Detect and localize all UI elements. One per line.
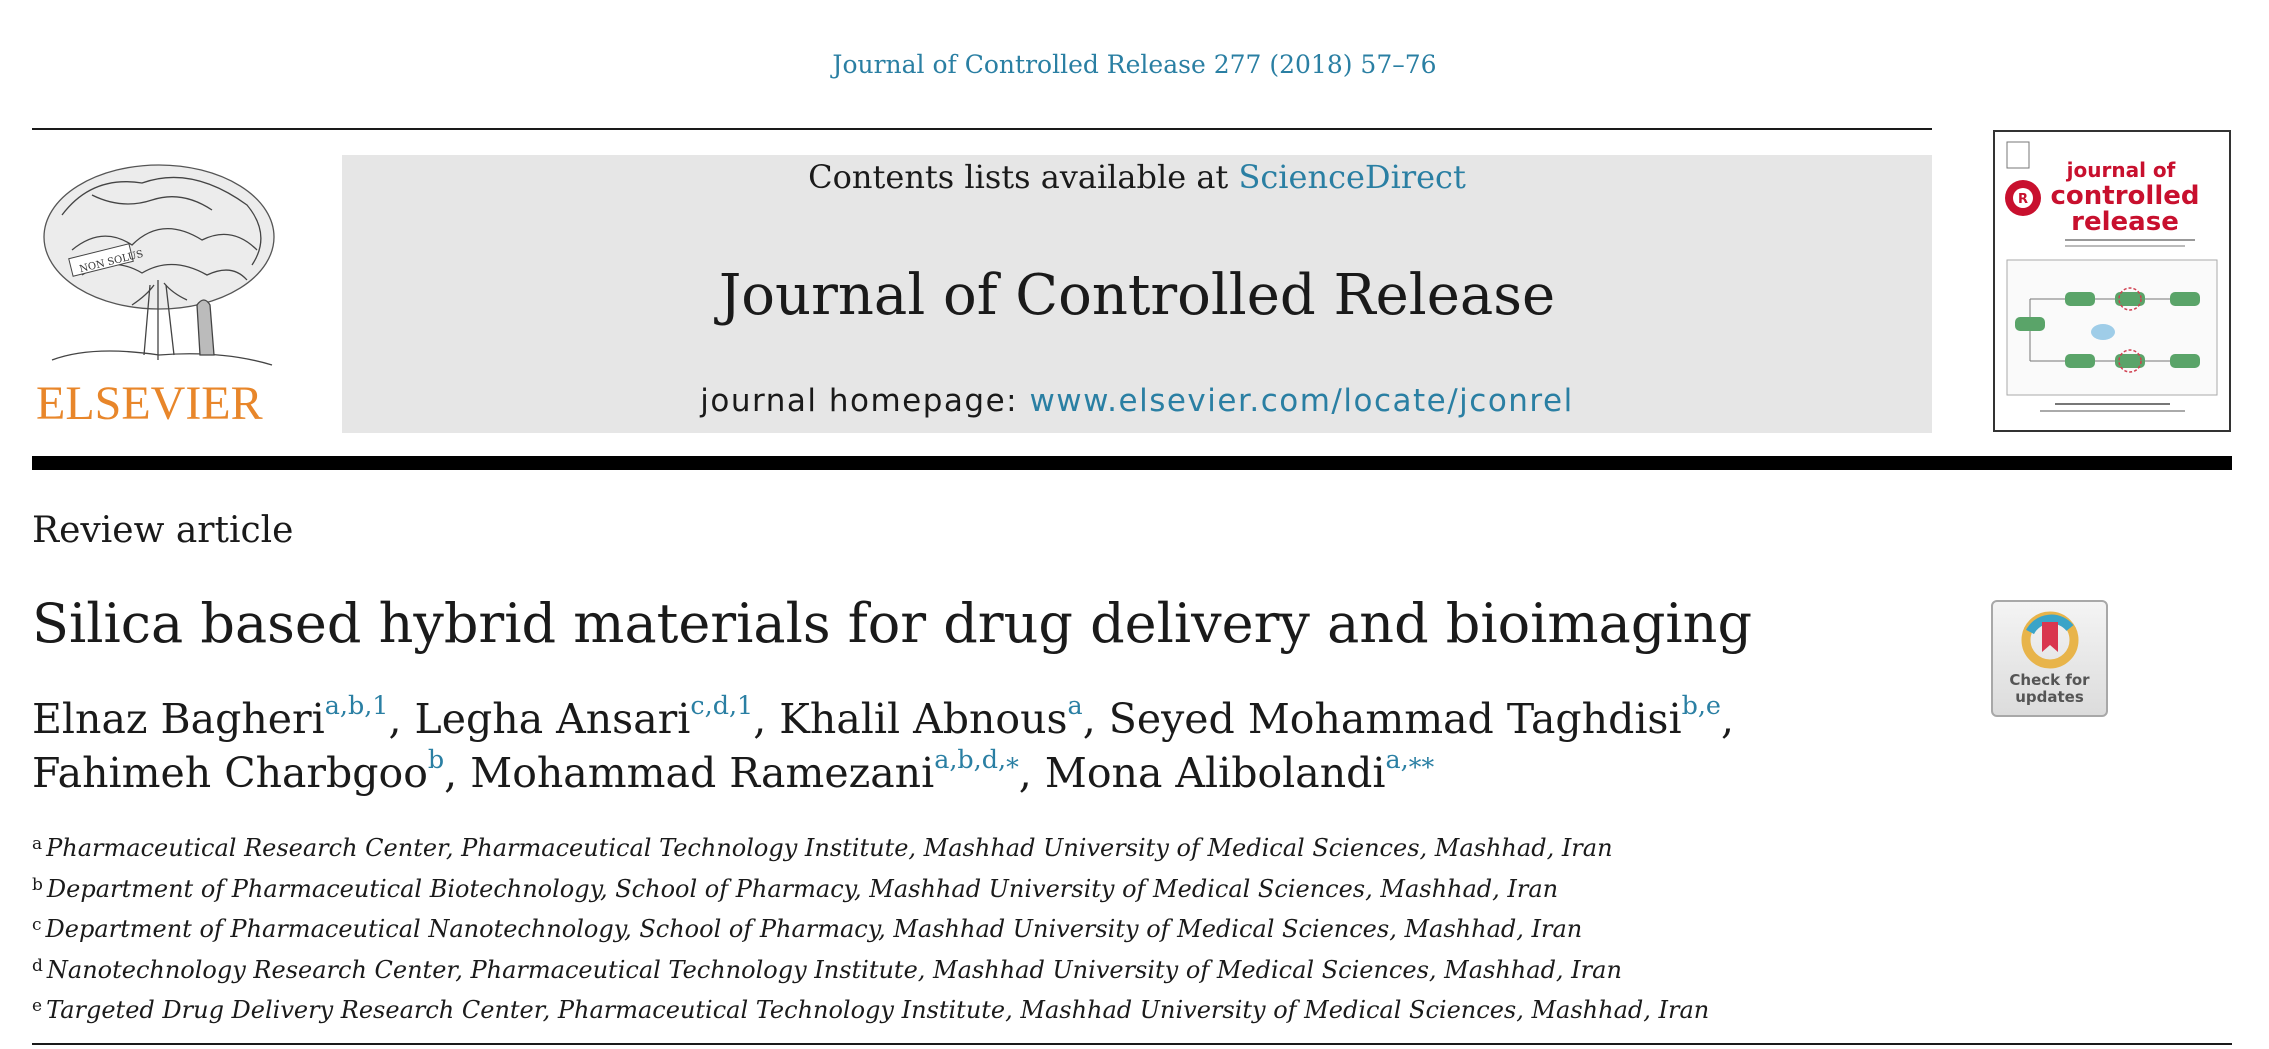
affiliation-mark: c [32, 915, 42, 935]
affiliation-text: Nanotechnology Research Center, Pharmaceutical Technology Institute, Mashhad University of Medical Sciences, Mashhad, Iran [46, 955, 1622, 984]
contents-available-line [342, 155, 1932, 197]
author-name[interactable]: Elnaz Bagheri [32, 695, 325, 743]
author-affiliation-marks[interactable]: b [427, 743, 445, 774]
check-for-updates-line-2: updates [2015, 688, 2084, 706]
affiliation-item [32, 867, 1932, 908]
cover-title-line-1: journal of [2066, 158, 2176, 182]
author-separator: , [444, 749, 471, 797]
author-affiliation-marks[interactable]: a [1067, 689, 1083, 720]
affiliation-text: Targeted Drug Delivery Research Center, Pharmaceutical Technology Institute, Mashhad University of Medical Sciences, Mashhad, Iran [46, 996, 1710, 1024]
bookmark-ring-icon [2018, 608, 2082, 672]
author-name[interactable]: Fahimeh Charbgoo [32, 749, 428, 797]
affiliation-item [32, 988, 1932, 1029]
elsevier-tree-icon [32, 155, 286, 380]
homepage-link[interactable]: www.elsevier.com/locate/jconrel [1029, 383, 1574, 419]
svg-text:NON SOLUS: NON SOLUS [78, 248, 145, 276]
cover-artwork-icon [1995, 132, 2229, 430]
elsevier-logo[interactable] [32, 155, 286, 435]
article-title: Silica based hybrid materials for drug delivery and bioimaging [32, 592, 1753, 655]
affiliation-item [32, 826, 1932, 867]
affiliation-text: Pharmaceutical Research Center, Pharmaceutical Technology Institute, Mashhad University of Medical Sciences, Mashhad, Iran [46, 834, 1613, 862]
affiliation-item [32, 907, 1932, 948]
contents-prefix: Contents lists available at [808, 158, 1239, 196]
journal-citation[interactable]: Journal of Controlled Release 277 (2018) 57–76 [832, 50, 1437, 79]
author-separator: , [1720, 695, 1735, 743]
author-affiliation-marks[interactable]: b,e [1681, 689, 1721, 720]
check-for-updates-label [1993, 672, 2106, 706]
journal-cover-thumbnail[interactable] [1993, 130, 2231, 432]
affiliation-list [32, 826, 1932, 1029]
author-separator: , [388, 695, 415, 743]
affiliation-text: Department of Pharmaceutical Nanotechnology, School of Pharmacy, Mashhad University of Medical Sciences, Mashhad, Iran [45, 915, 1583, 943]
author-separator: , [1018, 749, 1045, 797]
affiliation-mark: d [32, 955, 43, 976]
journal-banner [342, 155, 1932, 433]
author-affiliation-marks[interactable]: a,b,1 [324, 689, 389, 720]
author-name[interactable]: Legha Ansari [414, 695, 691, 743]
author-affiliation-marks[interactable]: a,⁎⁎ [1385, 743, 1435, 774]
affiliation-mark: e [32, 996, 43, 1016]
banner-bottom-rule [32, 456, 2232, 470]
affiliation-item [32, 948, 1932, 989]
check-for-updates-button[interactable] [1991, 600, 2108, 717]
author-name[interactable]: Seyed Mohammad Taghdisi [1108, 695, 1682, 743]
affiliation-mark: b [32, 874, 43, 895]
article-type: Review article [32, 510, 294, 551]
elsevier-wordmark: ELSEVIER [36, 377, 263, 430]
author-separator: , [1082, 695, 1109, 743]
sciencedirect-link[interactable]: ScienceDirect [1238, 158, 1466, 196]
check-for-updates-line-1: Check for [2009, 671, 2090, 689]
affiliation-mark: a [32, 834, 43, 854]
affiliation-text: Department of Pharmaceutical Biotechnology, School of Pharmacy, Mashhad University of Medical Sciences, Mashhad, Iran [46, 874, 1559, 903]
header-rule [32, 128, 1932, 130]
author-affiliation-marks[interactable]: a,b,d,⁎ [934, 743, 1019, 774]
author-separator: , [753, 695, 780, 743]
author-affiliation-marks[interactable]: c,d,1 [690, 689, 754, 720]
journal-homepage-line [342, 381, 1932, 421]
affiliations-bottom-rule [32, 1043, 2232, 1045]
cover-title-line-2: controlled [2050, 181, 2200, 211]
author-name[interactable]: Mohammad Ramezani [470, 749, 935, 797]
cover-title-line-3: release [2071, 207, 2179, 237]
homepage-prefix: journal homepage: [700, 383, 1030, 419]
svg-text:R: R [2018, 192, 2029, 207]
author-name[interactable]: Mona Alibolandi [1044, 749, 1386, 797]
author-name[interactable]: Khalil Abnous [779, 695, 1068, 743]
author-list [32, 689, 1932, 800]
journal-name: Journal of Controlled Release [718, 263, 1556, 328]
